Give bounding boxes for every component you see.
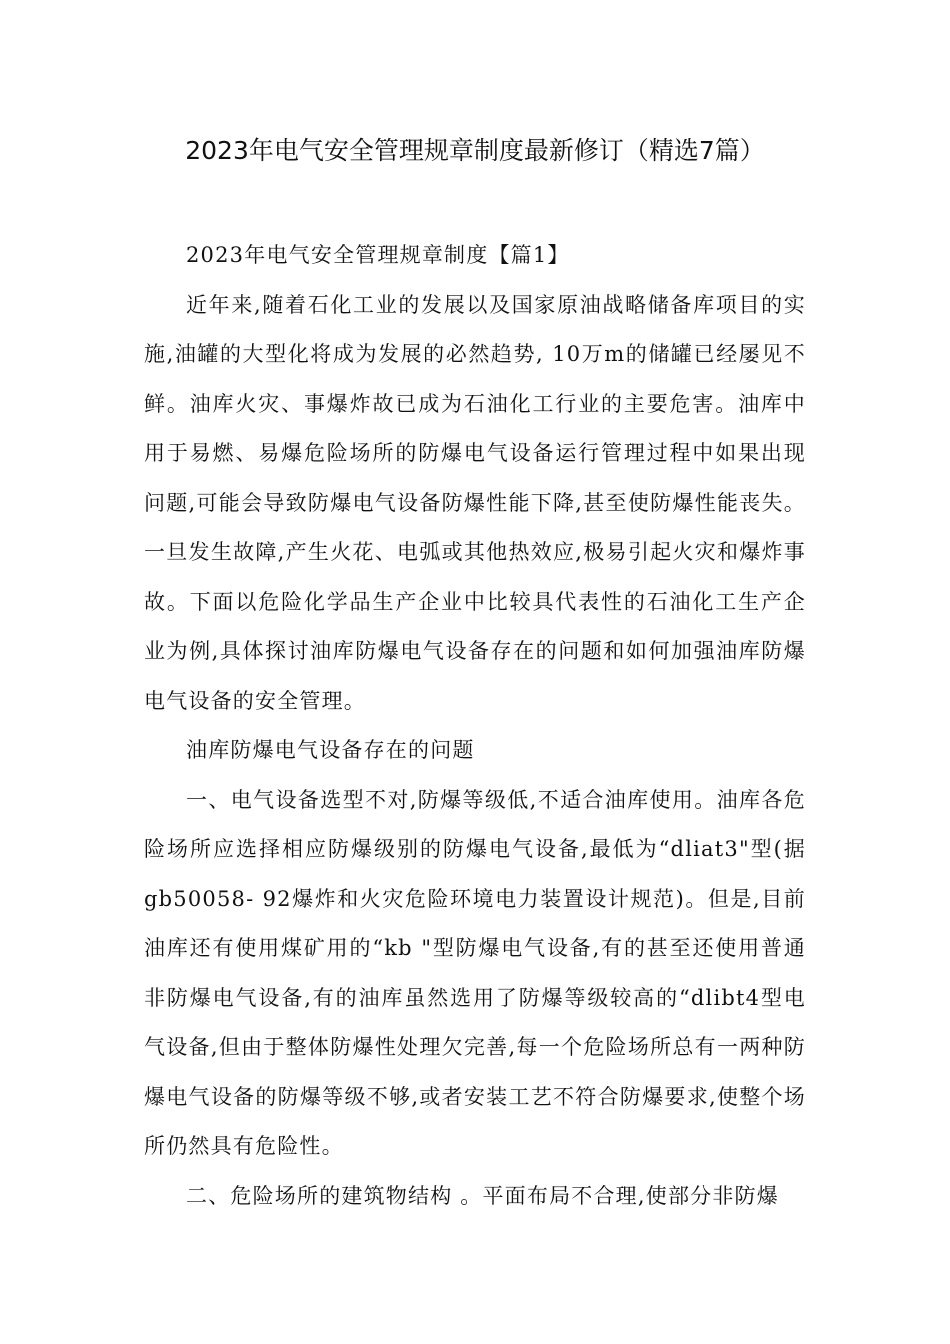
paragraph: 一、电气设备选型不对,防爆等级低,不适合油库使用。油库各危险场所应选择相应防爆级别的防爆电气设备,最低为“dliat3"型(据gb50058- 92爆炸和火灾危险环境电力装置设计规范)。但是,目前油库还有使用煤矿用的“kb "型防爆电气设备,有的甚至还使用普通非防爆电气设备,有的油库虽然选用了防爆等级较高的“dlibt4型电气设备,但由于整体防爆性处理欠完善,每一个危险场所总有一两种防爆电气设备的防爆等级不够,或者安装工艺不符合防爆要求,使整个场所仍然具有危险性。 bbox=[144, 787, 806, 1158]
document-title: 2023年电气安全管理规章制度最新修订（精选7篇） bbox=[185, 136, 765, 165]
subheading: 油库防爆电气设备存在的问题 bbox=[186, 738, 475, 762]
document-body bbox=[144, 231, 806, 1221]
section-heading: 2023年电气安全管理规章制度【篇1】 bbox=[186, 243, 570, 267]
paragraph: 二、危险场所的建筑物结构 。平面布局不合理,使部分非防爆 bbox=[186, 1183, 779, 1208]
paragraph: 近年来,随着石化工业的发展以及国家原油战略储备库项目的实施,油罐的大型化将成为发展的必然趋势, 10万m的储罐已经屡见不鲜。油库火灾、事爆炸故已成为石油化工行业的主要危害。油库中用于易燃、易爆危险场所的防爆电气设备运行管理过程中如果出现问题,可能会导致防爆电气设备防爆性能下降,甚至使防爆性能丧失。一旦发生故障,产生火花、电弧或其他热效应,极易引起火灾和爆炸事故。下面以危险化学品生产企业中比较具代表性的石油化工生产企业为例,具体探讨油库防爆电气设备存在的问题和如何加强油库防爆电气设备的安全管理。 bbox=[144, 292, 806, 713]
